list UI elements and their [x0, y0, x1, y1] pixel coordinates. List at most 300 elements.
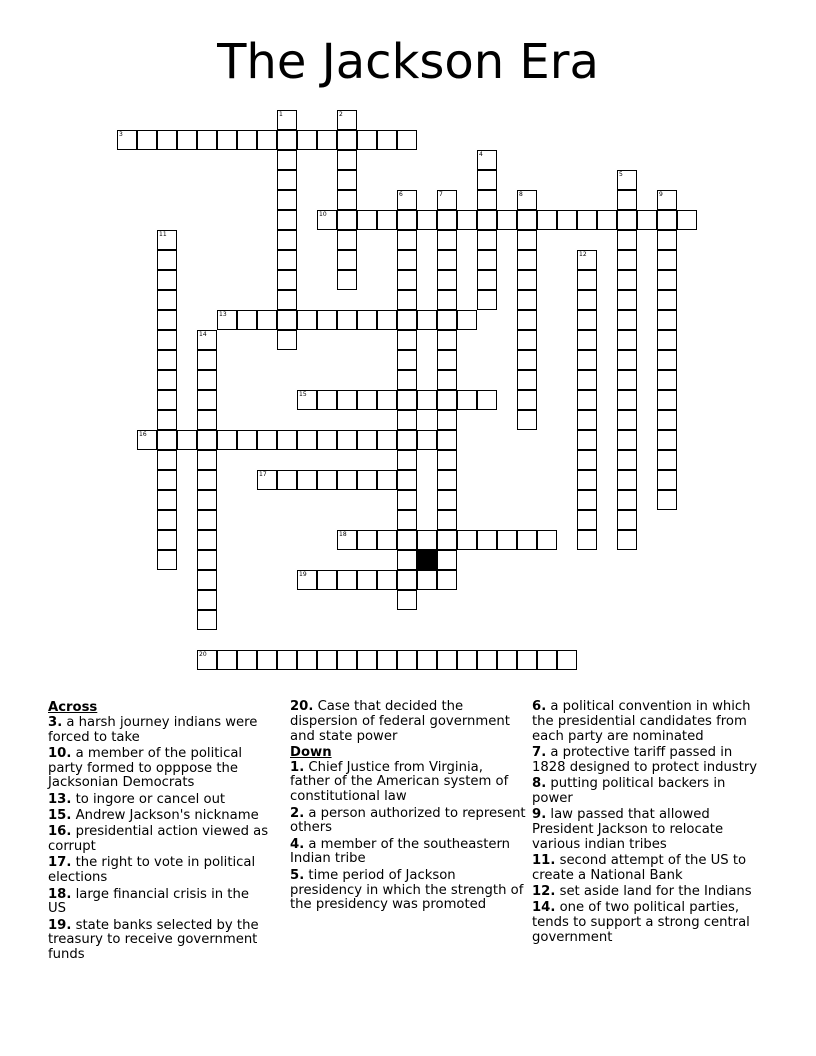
grid-cell[interactable]: [157, 430, 177, 450]
grid-cell[interactable]: [337, 110, 357, 130]
grid-cell[interactable]: [157, 470, 177, 490]
grid-cell[interactable]: [497, 530, 517, 550]
down-heading: Down: [290, 744, 332, 760]
grid-cell[interactable]: [477, 230, 497, 250]
grid-cell[interactable]: [377, 570, 397, 590]
grid-cell[interactable]: [357, 530, 377, 550]
grid-cell[interactable]: [497, 210, 517, 230]
grid-cell[interactable]: [217, 650, 237, 670]
grid-cell[interactable]: [217, 430, 237, 450]
grid-cell[interactable]: [617, 330, 637, 350]
clue-down-12: 12. set aside land for the Indians: [532, 884, 752, 900]
grid-cell[interactable]: [337, 150, 357, 170]
grid-cell[interactable]: [197, 550, 217, 570]
grid-cell[interactable]: [617, 230, 637, 250]
grid-cell[interactable]: [197, 370, 217, 390]
grid-cell[interactable]: [157, 490, 177, 510]
grid-cell[interactable]: [577, 510, 597, 530]
grid-cell[interactable]: [397, 390, 417, 410]
grid-cell[interactable]: [197, 390, 217, 410]
grid-cell[interactable]: [397, 430, 417, 450]
grid-cell[interactable]: [617, 170, 637, 190]
grid-cell[interactable]: [577, 270, 597, 290]
grid-cell[interactable]: [257, 130, 277, 150]
grid-cell[interactable]: [277, 110, 297, 130]
grid-cell[interactable]: [517, 650, 537, 670]
puzzle-title: The Jackson Era: [217, 34, 599, 90]
grid-cell[interactable]: [337, 310, 357, 330]
clue-number: 8: [519, 191, 523, 198]
grid-cell[interactable]: [137, 430, 157, 450]
grid-cell[interactable]: [397, 330, 417, 350]
grid-cell[interactable]: [397, 230, 417, 250]
grid-cell[interactable]: [617, 490, 637, 510]
grid-cell[interactable]: [437, 250, 457, 270]
grid-cell[interactable]: [337, 130, 357, 150]
grid-cell[interactable]: [337, 190, 357, 210]
grid-cell[interactable]: [617, 530, 637, 550]
grid-cell[interactable]: [517, 410, 537, 430]
grid-cell[interactable]: [377, 470, 397, 490]
clue-number: 16: [139, 431, 147, 438]
grid-cell[interactable]: [397, 350, 417, 370]
grid-cell[interactable]: [437, 650, 457, 670]
grid-cell[interactable]: [277, 650, 297, 670]
clue-down-11: 11. second attempt of the US to create a National Bank: [532, 852, 747, 883]
clues-column-1: [48, 700, 270, 965]
grid-cell[interactable]: [617, 410, 637, 430]
grid-cell[interactable]: [417, 310, 437, 330]
grid-cell[interactable]: [477, 170, 497, 190]
grid-cell[interactable]: [517, 290, 537, 310]
grid-cell[interactable]: [517, 390, 537, 410]
grid-cell[interactable]: [517, 270, 537, 290]
grid-cell[interactable]: [517, 250, 537, 270]
grid-cell[interactable]: [377, 650, 397, 670]
grid-cell[interactable]: [657, 430, 677, 450]
grid-cell[interactable]: [517, 210, 537, 230]
grid-cell[interactable]: [417, 430, 437, 450]
clue-number: 13: [219, 311, 227, 318]
grid-cell[interactable]: [357, 470, 377, 490]
grid-cell[interactable]: [277, 470, 297, 490]
grid-cell[interactable]: [277, 250, 297, 270]
grid-cell[interactable]: [197, 130, 217, 150]
across-heading: Across: [48, 700, 98, 715]
grid-cell[interactable]: [657, 230, 677, 250]
grid-cell[interactable]: [157, 250, 177, 270]
grid-cell[interactable]: [457, 650, 477, 670]
grid-cell[interactable]: [437, 530, 457, 550]
grid-cell[interactable]: [437, 310, 457, 330]
grid-cell[interactable]: [437, 410, 457, 430]
grid-cell[interactable]: [357, 210, 377, 230]
grid-cell[interactable]: [557, 650, 577, 670]
clue-across-19: 19. state banks selected by the treasury to receive government funds: [48, 917, 259, 963]
clue-down-8: 8. putting political backers in power: [532, 775, 726, 806]
grid-cell[interactable]: [657, 490, 677, 510]
grid-cell[interactable]: [437, 490, 457, 510]
grid-cell[interactable]: [317, 390, 337, 410]
clue-down-7: 7. a protective tariff passed in 1828 designed to protect industry: [532, 744, 758, 775]
grid-cell[interactable]: [437, 270, 457, 290]
grid-cell[interactable]: [397, 450, 417, 470]
grid-cell[interactable]: [317, 310, 337, 330]
grid-cell[interactable]: [437, 210, 457, 230]
grid-cell[interactable]: [577, 530, 597, 550]
grid-cell[interactable]: [437, 330, 457, 350]
grid-cell[interactable]: [537, 650, 557, 670]
grid-cell[interactable]: [277, 290, 297, 310]
grid-cell[interactable]: [657, 470, 677, 490]
grid-cell[interactable]: [157, 230, 177, 250]
grid-cell[interactable]: [197, 410, 217, 430]
grid-cell[interactable]: [657, 310, 677, 330]
grid-cell[interactable]: [217, 310, 237, 330]
grid-cell[interactable]: [397, 130, 417, 150]
clues-column-3: [532, 700, 768, 947]
grid-cell[interactable]: [577, 450, 597, 470]
grid-cell[interactable]: [577, 310, 597, 330]
grid-cell[interactable]: [437, 350, 457, 370]
grid-cell[interactable]: [677, 210, 697, 230]
grid-cell[interactable]: [617, 390, 637, 410]
grid-cell[interactable]: [337, 250, 357, 270]
grid-cell[interactable]: [277, 130, 297, 150]
clue-across-15: 15. Andrew Jackson's nickname: [48, 808, 259, 824]
grid-cell[interactable]: [397, 310, 417, 330]
grid-cell[interactable]: [277, 310, 297, 330]
clue-across-13: 13. to ingore or cancel out: [48, 791, 226, 807]
grid-cell[interactable]: [617, 290, 637, 310]
grid-cell[interactable]: [397, 270, 417, 290]
grid-cell[interactable]: [397, 590, 417, 610]
grid-cell[interactable]: [417, 650, 437, 670]
grid-cell[interactable]: [577, 350, 597, 370]
grid-cell[interactable]: [577, 250, 597, 270]
grid-cell[interactable]: [277, 230, 297, 250]
grid-cell[interactable]: [477, 290, 497, 310]
grid-cell[interactable]: [377, 210, 397, 230]
grid-cell[interactable]: [437, 190, 457, 210]
grid-cell[interactable]: [397, 210, 417, 230]
grid-cell[interactable]: [297, 430, 317, 450]
grid-cell[interactable]: [657, 210, 677, 230]
grid-cell[interactable]: [577, 490, 597, 510]
grid-cell[interactable]: [257, 430, 277, 450]
grid-cell[interactable]: [377, 310, 397, 330]
grid-cell[interactable]: [517, 370, 537, 390]
clue-across-17: 17. the right to vote in political elections: [48, 855, 256, 886]
clue-number: 10: [319, 211, 327, 218]
grid-cell[interactable]: [437, 290, 457, 310]
grid-cell[interactable]: [157, 350, 177, 370]
clue-down-1: 1. Chief Justice from Virginia, father of the American system of constitutional law: [290, 759, 509, 805]
grid-cell[interactable]: [437, 390, 457, 410]
grid-cell[interactable]: [237, 650, 257, 670]
grid-cell[interactable]: [197, 450, 217, 470]
clue-number: 2: [339, 111, 343, 118]
grid-cell[interactable]: [537, 530, 557, 550]
grid-cell[interactable]: [657, 250, 677, 270]
grid-cell[interactable]: [617, 250, 637, 270]
grid-cell[interactable]: [297, 310, 317, 330]
grid-cell[interactable]: [397, 410, 417, 430]
clue-number: 3: [119, 131, 123, 138]
grid-cell[interactable]: [337, 530, 357, 550]
grid-cell[interactable]: [477, 250, 497, 270]
grid-cell[interactable]: [517, 350, 537, 370]
grid-cell[interactable]: [377, 390, 397, 410]
grid-cell[interactable]: [577, 330, 597, 350]
grid-cell[interactable]: [297, 130, 317, 150]
grid-cell[interactable]: [317, 430, 337, 450]
grid-cell[interactable]: [477, 210, 497, 230]
grid-cell[interactable]: [657, 290, 677, 310]
grid-cell[interactable]: [377, 130, 397, 150]
grid-cell[interactable]: [617, 210, 637, 230]
clue-down-14: 14. one of two political parties, tends to support a strong central government: [532, 900, 750, 945]
grid-cell[interactable]: [577, 470, 597, 490]
grid-cell[interactable]: [157, 450, 177, 470]
black-cell: [417, 550, 437, 570]
grid-cell[interactable]: [417, 570, 437, 590]
grid-cell[interactable]: [397, 550, 417, 570]
grid-cell[interactable]: [157, 390, 177, 410]
clue-number: 1: [279, 111, 283, 118]
grid-cell[interactable]: [197, 590, 217, 610]
grid-cell[interactable]: [397, 190, 417, 210]
grid-cell[interactable]: [397, 470, 417, 490]
grid-cell[interactable]: [437, 370, 457, 390]
grid-cell[interactable]: [477, 190, 497, 210]
grid-cell[interactable]: [457, 530, 477, 550]
grid-cell[interactable]: [277, 170, 297, 190]
grid-cell[interactable]: [237, 430, 257, 450]
grid-cell[interactable]: [397, 650, 417, 670]
grid-cell[interactable]: [177, 430, 197, 450]
clue-across-10: 10. a member of the political party formed to opppose the Jacksonian Democrats: [48, 745, 243, 791]
grid-cell[interactable]: [437, 470, 457, 490]
grid-cell[interactable]: [497, 650, 517, 670]
grid-cell[interactable]: [237, 130, 257, 150]
clue-number: 14: [199, 331, 207, 338]
grid-cell[interactable]: [197, 610, 217, 630]
grid-cell[interactable]: [337, 270, 357, 290]
grid-cell[interactable]: [417, 210, 437, 230]
grid-cell[interactable]: [317, 210, 337, 230]
grid-cell[interactable]: [597, 210, 617, 230]
grid-cell[interactable]: [517, 230, 537, 250]
grid-cell[interactable]: [657, 270, 677, 290]
grid-cell[interactable]: [297, 470, 317, 490]
grid-cell[interactable]: [197, 470, 217, 490]
grid-cell[interactable]: [337, 430, 357, 450]
grid-cell[interactable]: [157, 330, 177, 350]
grid-cell[interactable]: [257, 310, 277, 330]
grid-cell[interactable]: [577, 430, 597, 450]
grid-cell[interactable]: [437, 550, 457, 570]
grid-cell[interactable]: [617, 510, 637, 530]
grid-cell[interactable]: [277, 330, 297, 350]
clue-down-2: 2. a person authorized to represent others: [290, 805, 526, 836]
grid-cell[interactable]: [397, 290, 417, 310]
grid-cell[interactable]: [277, 210, 297, 230]
grid-cell[interactable]: [337, 390, 357, 410]
grid-cell[interactable]: [317, 470, 337, 490]
grid-cell[interactable]: [157, 510, 177, 530]
grid-cell[interactable]: [277, 430, 297, 450]
clue-number: 7: [439, 191, 443, 198]
grid-cell[interactable]: [197, 490, 217, 510]
grid-cell[interactable]: [437, 430, 457, 450]
grid-cell[interactable]: [617, 310, 637, 330]
grid-cell[interactable]: [357, 390, 377, 410]
grid-cell[interactable]: [377, 430, 397, 450]
grid-cell[interactable]: [337, 170, 357, 190]
grid-cell[interactable]: [657, 390, 677, 410]
clue-across-18: 18. large financial crisis in the US: [48, 886, 249, 917]
grid-cell[interactable]: [157, 290, 177, 310]
grid-cell[interactable]: [657, 450, 677, 470]
grid-cell[interactable]: [617, 270, 637, 290]
grid-cell[interactable]: [377, 530, 397, 550]
grid-cell[interactable]: [357, 650, 377, 670]
grid-cell[interactable]: [197, 350, 217, 370]
grid-cell[interactable]: [257, 470, 277, 490]
grid-cell[interactable]: [437, 510, 457, 530]
clue-number: 4: [479, 151, 483, 158]
grid-cell[interactable]: [577, 410, 597, 430]
grid-cell[interactable]: [317, 650, 337, 670]
grid-cell[interactable]: [617, 350, 637, 370]
clue-number: 5: [619, 171, 623, 178]
grid-cell[interactable]: [457, 210, 477, 230]
grid-cell[interactable]: [357, 130, 377, 150]
grid-cell[interactable]: [197, 530, 217, 550]
grid-cell[interactable]: [177, 130, 197, 150]
grid-cell[interactable]: [397, 510, 417, 530]
grid-cell[interactable]: [577, 390, 597, 410]
clue-number: 17: [259, 471, 267, 478]
grid-cell[interactable]: [397, 370, 417, 390]
grid-cell[interactable]: [557, 210, 577, 230]
clues-column-2: [290, 700, 526, 915]
grid-cell[interactable]: [657, 410, 677, 430]
grid-cell[interactable]: [337, 470, 357, 490]
grid-cell[interactable]: [157, 370, 177, 390]
grid-cell[interactable]: [477, 390, 497, 410]
grid-cell[interactable]: [657, 370, 677, 390]
grid-cell[interactable]: [417, 530, 437, 550]
grid-cell[interactable]: [537, 210, 557, 230]
clue-number: 12: [579, 251, 587, 258]
grid-cell[interactable]: [197, 510, 217, 530]
clue-number: 15: [299, 391, 307, 398]
grid-cell[interactable]: [437, 450, 457, 470]
grid-cell[interactable]: [517, 530, 537, 550]
grid-cell[interactable]: [157, 130, 177, 150]
clue-down-4: 4. a member of the southeastern Indian tribe: [290, 836, 511, 867]
grid-cell[interactable]: [317, 570, 337, 590]
grid-cell[interactable]: [317, 130, 337, 150]
clue-across-20: 20. Case that decided the dispersion of federal government and state power: [290, 699, 510, 744]
grid-cell[interactable]: [297, 390, 317, 410]
grid-cell[interactable]: [457, 310, 477, 330]
grid-cell[interactable]: [477, 270, 497, 290]
grid-cell[interactable]: [357, 430, 377, 450]
grid-cell[interactable]: [197, 430, 217, 450]
grid-cell[interactable]: [297, 650, 317, 670]
grid-cell[interactable]: [577, 210, 597, 230]
grid-cell[interactable]: [577, 290, 597, 310]
grid-cell[interactable]: [437, 570, 457, 590]
grid-cell[interactable]: [617, 190, 637, 210]
grid-cell[interactable]: [657, 330, 677, 350]
grid-cell[interactable]: [457, 390, 477, 410]
grid-cell[interactable]: [197, 570, 217, 590]
grid-cell[interactable]: [157, 550, 177, 570]
grid-cell[interactable]: [617, 430, 637, 450]
grid-cell[interactable]: [637, 210, 657, 230]
grid-cell[interactable]: [157, 270, 177, 290]
grid-cell[interactable]: [277, 270, 297, 290]
grid-cell[interactable]: [397, 570, 417, 590]
grid-cell[interactable]: [577, 370, 597, 390]
grid-cell[interactable]: [297, 570, 317, 590]
clue-down-6: 6. a political convention in which the presidential candidates from each party are nominated: [532, 699, 751, 744]
clue-down-9: 9. law passed that allowed President Jackson to relocate various indian tribes: [532, 807, 724, 852]
grid-cell[interactable]: [137, 130, 157, 150]
grid-cell[interactable]: [337, 210, 357, 230]
grid-cell[interactable]: [617, 370, 637, 390]
grid-cell[interactable]: [157, 410, 177, 430]
grid-cell[interactable]: [117, 130, 137, 150]
clue-number: 9: [659, 191, 663, 198]
grid-cell[interactable]: [657, 350, 677, 370]
clue-number: 20: [199, 651, 207, 658]
grid-cell[interactable]: [357, 570, 377, 590]
grid-cell[interactable]: [197, 330, 217, 350]
grid-cell[interactable]: [157, 310, 177, 330]
grid-cell[interactable]: [397, 530, 417, 550]
grid-cell[interactable]: [657, 190, 677, 210]
grid-cell[interactable]: [357, 310, 377, 330]
grid-cell[interactable]: [337, 570, 357, 590]
grid-cell[interactable]: [337, 230, 357, 250]
grid-cell[interactable]: [237, 310, 257, 330]
grid-cell[interactable]: [437, 230, 457, 250]
grid-cell[interactable]: [477, 650, 497, 670]
grid-cell[interactable]: [217, 130, 237, 150]
grid-cell[interactable]: [517, 330, 537, 350]
grid-cell[interactable]: [397, 250, 417, 270]
grid-cell[interactable]: [477, 150, 497, 170]
grid-cell[interactable]: [257, 650, 277, 670]
grid-cell[interactable]: [277, 150, 297, 170]
grid-cell[interactable]: [517, 310, 537, 330]
grid-cell[interactable]: [417, 390, 437, 410]
grid-cell[interactable]: [517, 190, 537, 210]
grid-cell[interactable]: [477, 530, 497, 550]
grid-cell[interactable]: [197, 650, 217, 670]
grid-cell[interactable]: [617, 450, 637, 470]
grid-cell[interactable]: [337, 650, 357, 670]
grid-cell[interactable]: [397, 490, 417, 510]
grid-cell[interactable]: [277, 190, 297, 210]
grid-cell[interactable]: [617, 470, 637, 490]
grid-cell[interactable]: [157, 530, 177, 550]
